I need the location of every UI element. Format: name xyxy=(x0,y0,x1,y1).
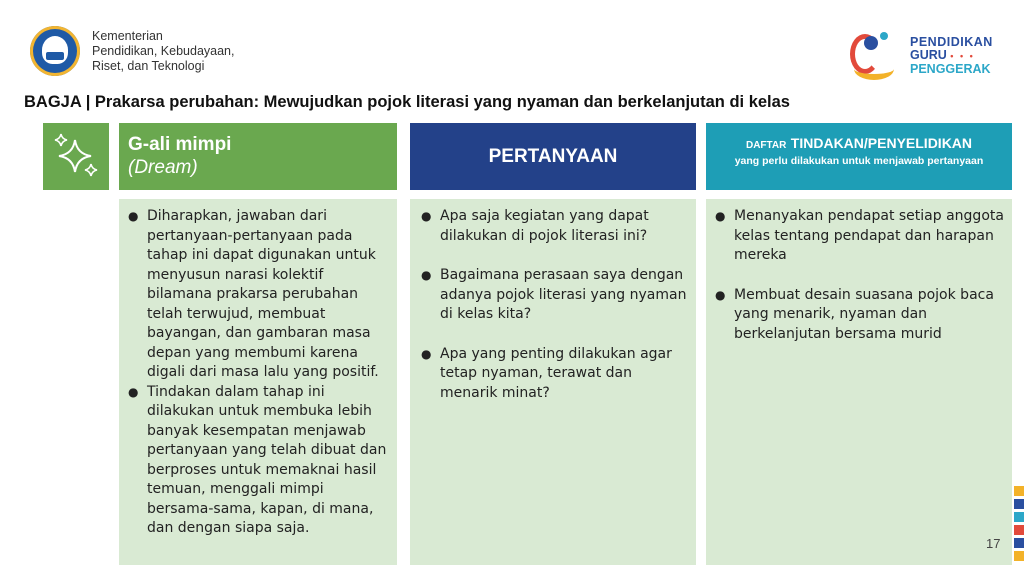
sparkles-header-cell xyxy=(43,123,109,190)
question-column xyxy=(410,199,696,565)
question-list xyxy=(420,207,688,403)
program-logo-line1: PENDIDIKAN xyxy=(910,35,993,49)
question-header xyxy=(410,123,696,190)
action-header-prefix: DAFTAR xyxy=(745,140,787,151)
program-logo-text: PENDIDIKAN GURU • • • PENGGERAK xyxy=(910,35,993,76)
list-item: ● Membuat desain suasana pojok baca yang menarik, nyaman dan berkelanjutan bersama murid xyxy=(714,286,1004,345)
ministry-line: Riset, dan Teknologi xyxy=(92,58,205,73)
question-header-label: PERTANYAAN xyxy=(488,145,618,167)
list-item: ● Apa yang penting dilakukan agar tetap nyaman, terawat dan menarik minat? xyxy=(420,345,688,404)
program-logo xyxy=(846,30,993,82)
dream-column xyxy=(119,199,397,565)
action-list xyxy=(714,207,1004,344)
dream-title: G-ali mimpi xyxy=(128,134,232,155)
dream-header xyxy=(119,123,397,190)
list-item: ● Tindakan dalam tahap ini dilakukan untuk membuka lebih banyak kesempatan menjawab pertanyaan yang telah dibuat dan berproses untuk memaknai hasil temuan, menggali mimpi bersama-sama, kapan, di mana, dan dengan siapa saja. xyxy=(127,383,389,539)
action-column xyxy=(706,199,1012,565)
list-item: ● Diharapkan, jawaban dari pertanyaan-pertanyaan pada tahap ini dapat digunakan untuk menyusun narasi kolektif bilamana prakarsa perubahan telah terwujud, membuat bayangan, dan gambaran masa depan yang membumi karena digali dari masa lalu yang positif. xyxy=(127,207,389,383)
dream-list xyxy=(127,207,389,539)
action-header-title: TINDAKAN/PENYELIDIKAN xyxy=(790,135,973,151)
page-number: 17 xyxy=(986,536,1001,551)
action-header-subtitle: yang perlu dilakukan untuk menjawab pertanyaan xyxy=(734,155,984,167)
list-item: ● Apa saja kegiatan yang dapat dilakukan di pojok literasi ini? xyxy=(420,207,688,246)
action-header xyxy=(706,123,1012,190)
page-title: BAGJA | Prakarsa perubahan: Mewujudkan pojok literasi yang nyaman dan berkelanjutan di kelas xyxy=(24,93,790,111)
tut-wuri-handayani-emblem-icon xyxy=(30,26,80,76)
pendidikan-guru-penggerak-logo-icon xyxy=(846,30,904,82)
program-logo-line2: GURU xyxy=(910,48,947,62)
ministry-name xyxy=(92,29,234,74)
list-item: ● Menanyakan pendapat setiap anggota kelas tentang pendapat dan harapan mereka xyxy=(714,207,1004,266)
ministry-line: Kementerian xyxy=(92,28,163,43)
dream-subtitle: (Dream) xyxy=(128,157,198,178)
ministry-line: Pendidikan, Kebudayaan, xyxy=(92,43,235,58)
program-logo-line3: PENGGERAK xyxy=(910,62,991,76)
list-item: ● Bagaimana perasaan saya dengan adanya pojok literasi yang nyaman di kelas kita? xyxy=(420,266,688,325)
sparkles-icon xyxy=(51,132,101,182)
decorative-corner xyxy=(1014,486,1024,576)
ministry-logo xyxy=(30,26,234,76)
